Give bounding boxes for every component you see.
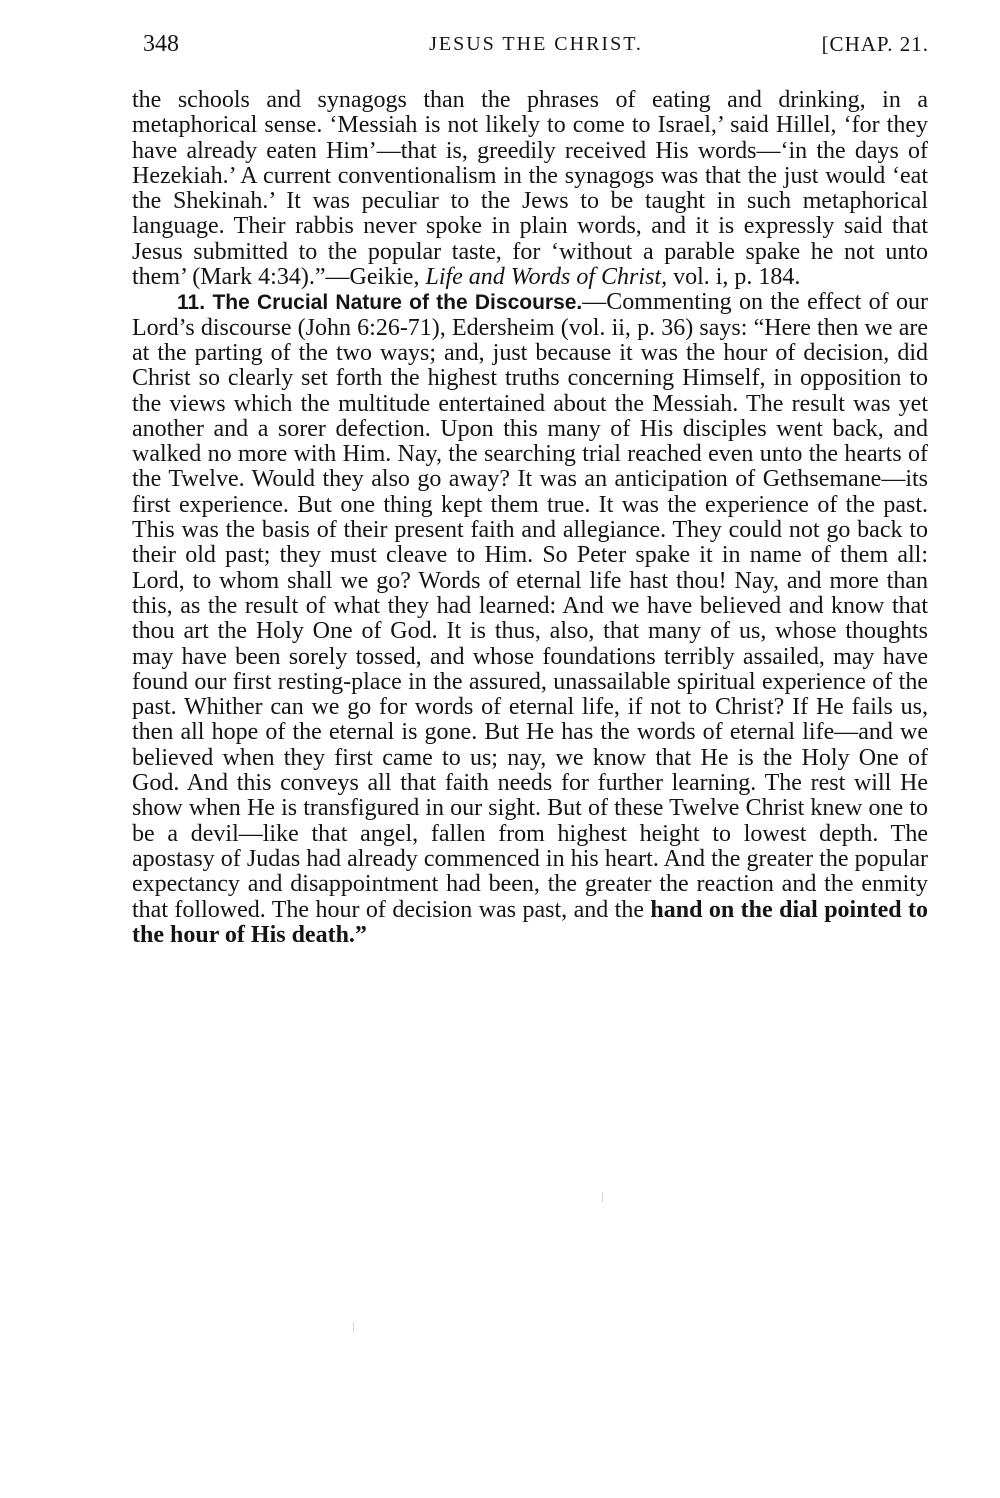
running-title: JESUS THE CHRIST. [429, 33, 643, 55]
section-ending: hand on the dial pointed to the hour of His death.” [132, 896, 928, 948]
running-header [143, 28, 929, 60]
scan-speck [353, 1322, 354, 1332]
section-paragraph [132, 290, 928, 948]
continuation-text: the schools and synagogs than the phrases of eating and drinking, in a metaphorical sense. ‘Messiah is not likely to come to Israel,’ said Hillel, ‘for they have already eaten Him’—that is, greedily received His words—‘in the days of Hezekiah.’ A current conventionalism in the synagogs was that the just would ‘eat the Shekinah.’ It was peculiar to the Jews to be taught in such metaphorical language. Their rabbis never spoke in plain words, and it is expressly said that Jesus submitted to the popular taste, for ‘without a parable spake he not unto them’ (Mark 4:34).”—Geikie, [132, 87, 928, 291]
page-number: 348 [143, 31, 179, 57]
cited-work-title: Life and Words of Christ, [425, 264, 668, 291]
scan-speck [602, 1192, 603, 1202]
chapter-reference: [CHAP. 21. [821, 32, 929, 56]
section-text: —Commenting on the effect of our Lord’s discourse (John 6:26-71), Edersheim (vol. ii, p. 36) says: “Here then we are at the parting of the two ways; and, just because it was the hour of decision, did Christ so clearly set forth the highest truths concerning Himself, in opposition to the views which the multitude entertained about the Messiah. The result was yet another and a sorer defection. Upon this many of His disciples went back, and walked no more with Him. Nay, the searching trial reached even unto the hearts of the Twelve. Would they also go away? It was an anticipation of Gethsemane—its first experience. But one thing kept them true. It was the experience of the past. This was the basis of their present faith and allegiance. They could not go back to their old past; they must cleave to Him. So Peter spake it in name of them all: Lord, to whom shall we go? Words of eternal life hast thou! Nay, and more than this, as the result of what they had learned: And we have believed and know that thou art the Holy One of God. It is thus, also, that many of us, whose thoughts may have been sorely tossed, and whose foundations terribly assailed, may have found our first resting-place in the assured, unassailable spiritual experience of the past. Whither can we go for words of eternal life, if not to Christ? If He fails us, then all hope of the eternal is gone. But He has the words of eternal life—and we believed when they first came to us; nay, we know that He is the Holy One of God. And this conveys all that faith needs for further learning. The rest will He show when He is transfigured in our sight. But of these Twelve Christ knew one to be a devil—like that angel, fallen from highest height to lowest depth. The apostasy of Judas had already commenced in his heart. And the greater the popular expectancy and disappointment had been, the greater the reaction and the enmity that followed. The hour of decision was past, and the [132, 289, 929, 923]
section-number: 11. [177, 291, 206, 315]
citation-volume-page: vol. i, p. 184. [673, 264, 801, 291]
continuation-paragraph [132, 88, 928, 290]
page-text [132, 88, 928, 948]
section-heading: The Crucial Nature of the Discourse. [212, 291, 583, 315]
